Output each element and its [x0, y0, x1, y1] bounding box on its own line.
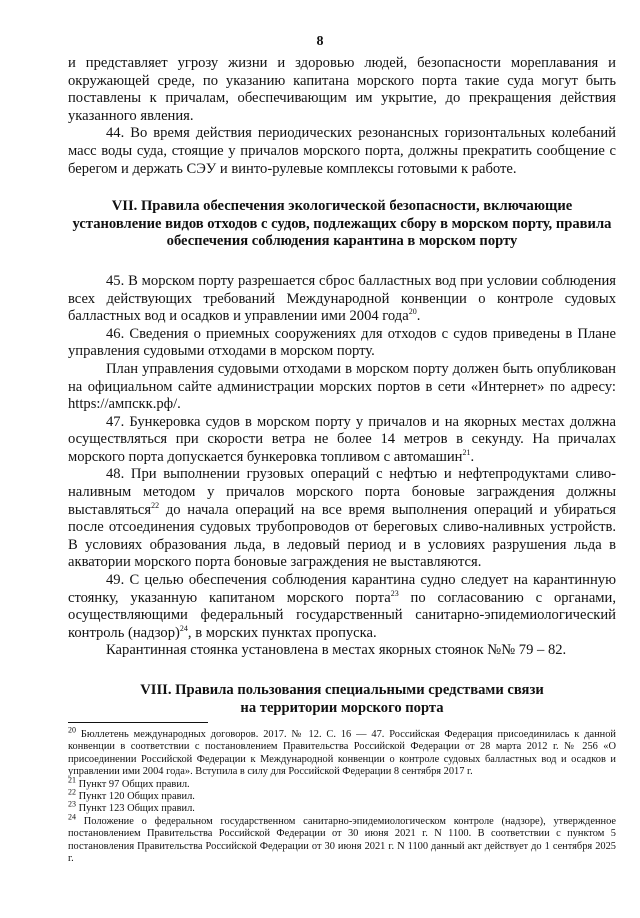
section-heading-viii — [68, 682, 616, 717]
footnote-23 — [68, 799, 616, 815]
footnote-ref-20[interactable]: 20 — [408, 307, 417, 317]
footnote-text: Бюллетень международных договоров. 2017. № 12. С. 16 — 47. Российская Федерация присоединилась к данной конвенции в соответствии с постановлением Правительства Российской Федерации от 28 марта 2012 г. № 256 «О присоединении Российской Федерации к Международной конвенции о контроле судовых балластных вод и осадков и управлении ими 2004 года». Вступила в силу для Российской Федерации 8 сентября 2017 г. — [68, 729, 616, 778]
paragraph-47 — [68, 414, 616, 467]
footnote-mark: 21 — [68, 775, 76, 785]
paragraph-46-plan: План управления судовыми отходами в морском порту должен быть опубликован на официальном сайте администрации морских портов в сети «Интернет» по адресу: https://ампскк.рф/. — [68, 360, 616, 413]
footnote-ref-22[interactable]: 22 — [151, 500, 160, 510]
paragraph-46: 46. Сведения о приемных сооружениях для отходов с судов приведены в Плане управления судовыми отходами в морском порту. — [68, 325, 616, 360]
footnote-mark: 22 — [68, 787, 76, 797]
section-heading-viii-line2: на территории морского порта — [240, 699, 444, 716]
paragraph-45-end: . — [416, 308, 421, 325]
paragraph-48-text-b: до начала операций на все время выполнения операций и убираться после отсоединения судовых трубопроводов от береговых сливо-наливных устройств. В условиях образования льда, в ледовый период и в условиях разрушения льда в акватории морского порта боновые заграждения не выставляются. — [68, 501, 616, 571]
section-heading-vii: VII. Правила обеспечения экологической безопасности, включающие установление видов отходов с судов, подлежащих сбору в морском порту, правила обеспечения соблюдения карантина в морском порту — [72, 198, 612, 250]
footnote-mark: 24 — [68, 812, 76, 822]
section-heading-viii-line1: VIII. Правила пользования специальными средствами связи — [140, 682, 544, 698]
footnote-20 — [68, 725, 616, 779]
footnote-divider — [68, 722, 208, 723]
footnotes — [68, 722, 616, 865]
paragraph-continuation: и представляет угрозу жизни и здоровью людей, безопасности мореплавания и окружающей среде, по указанию капитана морского порта такие суда могут быть поставлены к причалам, обеспечивающим им укрытие, до прекращения действия указанного явления. — [68, 55, 616, 124]
footnote-text: Положение о федеральном государственном санитарно-эпидемиологическом контроле (надзоре), утвержденное постановлением Правительства Российской Федерации от 30 июня 2021 г. N 1100. В соответствии с пунктом 5 постановления Правительства Российской Федерации от 30 июня 2021 г. N 1100 данный акт действует до 1 сентября 2025 г. — [68, 815, 616, 865]
paragraph-48-text-a: 48. При выполнении грузовых операций с нефтью и нефтепродуктами сливо-наливным методом у причалов морского порта боновые заграждения должны выставляться — [68, 466, 616, 518]
footnote-ref-23[interactable]: 23 — [390, 588, 399, 598]
footnote-text: Пункт 123 Общих правил. — [76, 803, 195, 815]
paragraph-49 — [68, 572, 616, 642]
paragraph-49-text-b: по согласованию с органами, осуществляющими федеральный государственный санитарно-эпидемиологический контроль (надзор) — [68, 589, 617, 641]
paragraph-44: 44. Во время действия периодических резонансных горизонтальных колебаний масс воды суда, стоящие у причалов морского порта, должны прекратить сообщение с берегом и держать СЭУ и винто-рулевые комплексы готовыми к работе. — [68, 125, 616, 177]
paragraph-45 — [68, 273, 616, 326]
footnote-text: Пункт 97 Общих правил. — [76, 778, 190, 790]
paragraph-45-text: 45. В морском порту разрешается сброс балластных вод при условии соблюдения всех действующих требований Международной конвенции о контроле судовых балластных вод и осадков и управлении ими 2004 года — [68, 272, 616, 325]
paragraph-quarantine-anchorage: Карантинная стоянка установлена в местах якорных стоянок №№ 79 – 82. — [106, 642, 567, 659]
footnote-22 — [68, 787, 616, 803]
footnote-mark: 23 — [68, 799, 76, 809]
paragraph-49-text-a: 49. С целью обеспечения соблюдения карантина судно следует на карантинную стоянку, указанную капитаном морского порта — [68, 572, 616, 606]
paragraph-47-end: . — [470, 448, 475, 465]
footnote-ref-24[interactable]: 24 — [179, 623, 188, 633]
document-body — [68, 55, 616, 717]
footnote-21 — [68, 775, 616, 791]
footnote-ref-21[interactable]: 21 — [462, 448, 471, 458]
footnote-24 — [68, 812, 616, 866]
footnote-text: Пункт 120 Общих правил. — [76, 791, 195, 803]
paragraph-49-text-c: , в морских пунктах пропуска. — [187, 624, 377, 641]
footnote-mark: 20 — [68, 725, 76, 735]
paragraph-48 — [68, 466, 616, 572]
page-number: 8 — [316, 34, 324, 49]
paragraph-47-text: 47. Бункеровка судов в морском порту у причалов и на якорных местах должна осуществляться при скорости ветра не более 14 метров в секунду. На причалах морского порта допускается бункеровка топливом с автомашин — [68, 413, 616, 465]
